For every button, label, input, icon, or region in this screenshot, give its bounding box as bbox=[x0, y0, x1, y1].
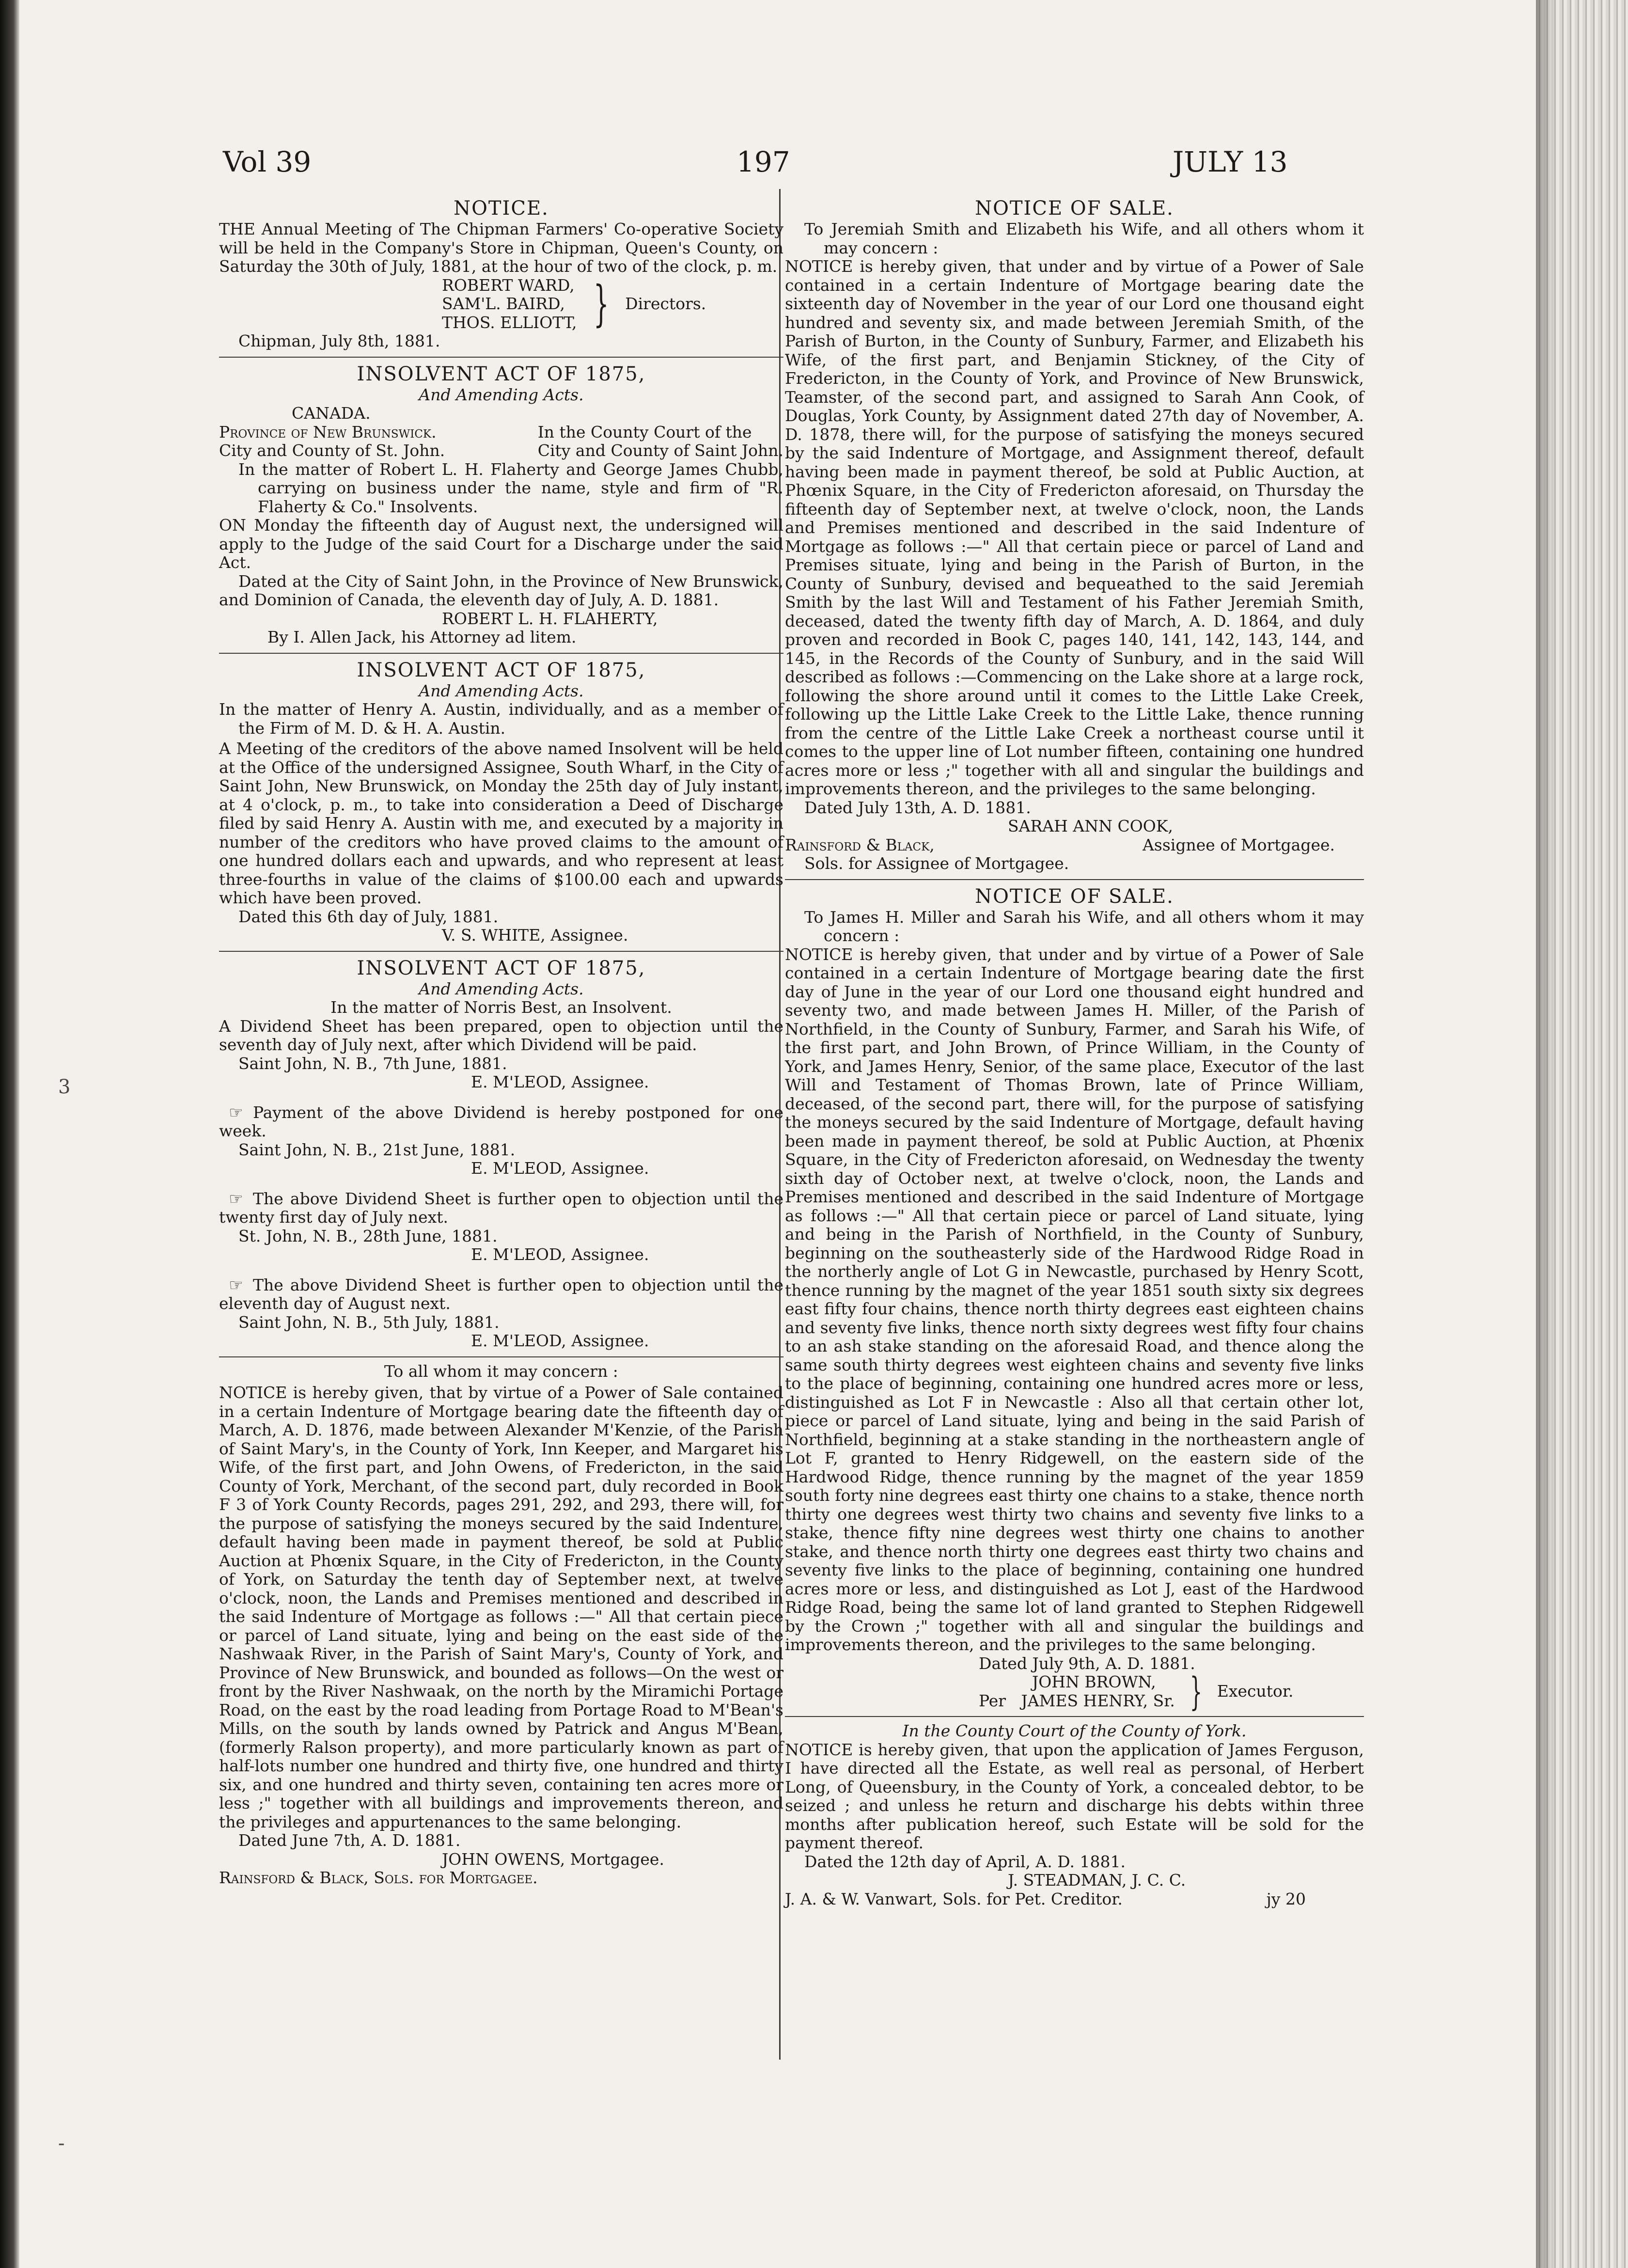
solicitors-line: J. A. & W. Vanwart, Sols. for Pet. Creditor. bbox=[785, 1889, 1123, 1908]
page-number: 197 bbox=[736, 145, 790, 178]
objection-note: The above Dividend Sheet is further open to objection until the eleventh day of August next. bbox=[219, 1275, 783, 1313]
left-column bbox=[219, 194, 783, 1888]
address-line: To James H. Miller and Sarah his Wife, and all others whom it may concern : bbox=[804, 907, 1364, 945]
signer: JOHN OWENS, Mortgagee. bbox=[442, 1849, 664, 1869]
dated-line: Dated the 12th day of April, A. D. 1881. bbox=[804, 1852, 1126, 1871]
section-rule bbox=[219, 357, 783, 358]
dated-line: Dated at the City of Saint John, in the Province of New Brunswick, and Dominion of Canada, the eleventh day of July, A. D. 1881. bbox=[219, 571, 783, 609]
signer: J. STEADMAN, J. C. C. bbox=[1008, 1871, 1186, 1890]
signer: E. M'LEOD, Assignee. bbox=[471, 1072, 649, 1091]
volume-label: Vol 39 bbox=[223, 145, 312, 178]
pointing-hand-icon: ☞ bbox=[229, 1102, 243, 1122]
newspaper-page bbox=[19, 0, 1536, 2268]
directors-block bbox=[442, 276, 783, 332]
notice-owens bbox=[219, 1362, 783, 1888]
director-name: THOS. ELLIOTT, bbox=[442, 313, 577, 332]
executor-name: JOHN BROWN, bbox=[1032, 1672, 1156, 1691]
margin-mark: 3 bbox=[58, 1076, 71, 1098]
issue-code: jy 20 bbox=[1266, 1889, 1306, 1908]
sale-miller bbox=[785, 885, 1364, 1714]
signer: ROBERT L. H. FLAHERTY, bbox=[442, 609, 658, 628]
dateline: Saint John, N. B., 5th July, 1881. bbox=[238, 1312, 500, 1332]
solicitors-line: Sols. for Assignee of Mortgagee. bbox=[804, 854, 1069, 873]
executor-name: JAMES HENRY, Sr. bbox=[1021, 1691, 1175, 1710]
dated-line: Dated July 9th, A. D. 1881. bbox=[979, 1654, 1195, 1673]
attorney-line: By I. Allen Jack, his Attorney ad litem. bbox=[267, 628, 577, 646]
court-line: In the County Court of the bbox=[537, 422, 752, 441]
section-rule bbox=[785, 879, 1364, 880]
section-rule bbox=[785, 1716, 1364, 1717]
section-rule bbox=[219, 951, 783, 952]
notice-body: ON Monday the fifteenth day of August next, the undersigned will apply to the Judge of the said Court for a Discharge under the said Act. bbox=[219, 516, 783, 572]
postponement-note: Payment of the above Dividend is hereby postponed for one week. bbox=[219, 1102, 783, 1140]
director-name: SAM'L. BAIRD, bbox=[442, 294, 565, 313]
court-line: City and County of Saint John. bbox=[537, 441, 783, 460]
court-caption bbox=[219, 423, 783, 460]
brace-glyph: } bbox=[1190, 1669, 1203, 1714]
solicitors-line: Rainsford & Black, Sols. for Mortgagee. bbox=[219, 1868, 538, 1887]
notice-body: NOTICE is hereby given, that by virtue of a Power of Sale contained in a certain Indenture of Mortgage bearing date the fifteenth day of March, A. D. 1876, made between Alexander M'Kenzie, of the Parish of Saint Mary's, in the County of York, Inn Keeper, and Margaret his Wife, of the first part, and John Owens, of Fredericton, in the said County of York, Merchant, of the second part, duly recorded in Book F 3 of York County Records, pages 291, 292, and 293, there will, for the purpose of satisfying the moneys secured by the said Indenture, default having been made in payment thereof, be sold at Public Auction at Phœnix Square, in the City of Fredericton, in the County of York, on Saturday the tenth day of September next, at twelve o'clock, noon, the Lands and Premises mentioned and described in the said Indenture of Mortgage as follows :—" All that certain piece or parcel of Land situate, lying and being on the east side of the Nashwaak River, in the Parish of Saint Mary's, County of York, and Province of New Brunswick, and bounded as follows—On the west or front by the River Nashwaak, on the north by the Miramichi Portage Road, on the east by the road leading from Portage Road to M'Bean's Mills, on the south by lands owned by Patrick and Angus M'Bean, (formerly Ralson property), and more particularly known as part of half-lots number one hundred and thirty five, one hundred and thirty six, and one hundred and thirty seven, containing ten acres more or less ;" together with all buildings and improvements thereon, and the privileges and appurtenances to the same belonging. bbox=[219, 1383, 783, 1831]
matter-line: In the matter of Norris Best, an Insolvent. bbox=[330, 998, 672, 1017]
margin-mark: - bbox=[58, 2132, 65, 2155]
right-column bbox=[785, 194, 1364, 1908]
notice-subtitle: And Amending Acts. bbox=[419, 385, 584, 404]
book-spine-shadow bbox=[0, 0, 19, 2268]
pointing-hand-icon: ☞ bbox=[229, 1189, 243, 1208]
directors-role: Directors. bbox=[625, 294, 706, 313]
signer: V. S. WHITE, Assignee. bbox=[442, 926, 628, 945]
city-line: City and County of St. John. bbox=[219, 441, 445, 460]
notice-chipman bbox=[219, 197, 783, 351]
notice-body: NOTICE is hereby given, that under and by virtue of a Power of Sale contained in a certain Indenture of Mortgage bearing date the sixteenth day of November in the year of our Lord one thousand eight hundred and seventy six, and made between Jeremiah Smith, of the Parish of Burton, in the County of Sunbury, Farmer, and Elizabeth his Wife, of the first part, and Benjamin Stickney, of the City of Fredericton, in the County of York, and Province of New Brunswick, Teamster, of the second part, and assigned to Sarah Ann Cook, of Douglas, York County, by Assignment dated 27th day of November, A. D. 1878, there will, for the purpose of satisfying the moneys secured by the said Indenture of Mortgage, and Assignment thereof, default having been made in payment thereof, be sold at Public Auction, at Phœnix Square, in the City of Fredericton aforesaid, on Thursday the fifteenth day of September next, at twelve o'clock, noon, the Lands and Premises mentioned and described in the said Indenture of Mortgage as follows :—" All that certain piece or parcel of Land and Premises situate, lying and being in the Parish of Burton, in the County of Sunbury, devised and bequeathed to the said Jeremiah Smith by the last Will and Testament of his Father Jeremiah Smith, deceased, dated the twenty fifth day of March, A. D. 1864, and duly proven and recorded in Book C, pages 140, 141, 142, 143, 144, and 145, in the Records of the County of Sunbury, and in the said Will described as follows :—Commencing on the Lake shore at a large rock, following the shore around until it comes to the Little Lake Creek, following up the Little Lake Creek to the Little Lake, thence running from the centre of the Little Lake Creek a northeast course until it comes to the upper line of Lot number fifteen, containing one hundred acres more or less ;" together with all and singular the buildings and improvements thereon, and the privileges to the same belonging. bbox=[785, 257, 1364, 798]
dated-line: Dated July 13th, A. D. 1881. bbox=[804, 798, 1031, 817]
executors-block bbox=[979, 1669, 1364, 1714]
notice-title: NOTICE OF SALE. bbox=[975, 197, 1174, 220]
director-name: ROBERT WARD, bbox=[442, 275, 575, 295]
dated-line: Dated this 6th day of July, 1881. bbox=[238, 907, 499, 926]
insolvent-austin bbox=[219, 659, 783, 945]
brace-glyph: } bbox=[593, 275, 609, 332]
insolvent-best bbox=[219, 957, 783, 1351]
issue-date: JULY 13 bbox=[1173, 145, 1288, 178]
signer: SARAH ANN COOK, bbox=[1008, 817, 1173, 835]
notice-body: A Dividend Sheet has been prepared, open to objection until the seventh day of July next, after which Dividend will be paid. bbox=[219, 1016, 783, 1054]
dateline: St. John, N. B., 28th June, 1881. bbox=[238, 1226, 498, 1245]
page-edge-shadow bbox=[1536, 0, 1555, 2268]
pointing-hand-icon: ☞ bbox=[229, 1275, 243, 1294]
notice-title: INSOLVENT ACT OF 1875, bbox=[357, 659, 646, 681]
notice-york-court bbox=[785, 1722, 1364, 1908]
salutation: To all whom it may concern : bbox=[384, 1361, 618, 1381]
section-rule bbox=[219, 1356, 783, 1357]
notice-title: INSOLVENT ACT OF 1875, bbox=[357, 362, 646, 385]
notice-title: NOTICE OF SALE. bbox=[975, 885, 1174, 908]
address-line: To Jeremiah Smith and Elizabeth his Wife, and all others whom it may concern : bbox=[804, 220, 1364, 257]
canada-label: CANADA. bbox=[292, 404, 371, 423]
signer: E. M'LEOD, Assignee. bbox=[471, 1159, 649, 1178]
signer: E. M'LEOD, Assignee. bbox=[471, 1331, 649, 1350]
objection-note: The above Dividend Sheet is further open to objection until the twenty first day of July next. bbox=[219, 1189, 783, 1227]
dateline: Saint John, N. B., 7th June, 1881. bbox=[238, 1054, 507, 1073]
sale-smith bbox=[785, 197, 1364, 873]
section-rule bbox=[219, 653, 783, 654]
notice-body: NOTICE is hereby given, that under and by virtue of a Power of Sale contained in a certain Indenture of Mortgage bearing date the first day of June in the year of our Lord one thousand eight hundred and seventy two, and made between James H. Miller, of the Parish of Northfield, in the County of Sunbury, Farmer, and Sarah his Wife, of the first part, and John Brown, of Prince William, in the County of York, and James Henry, Senior, of the same place, Executor of the last Will and Testament of Thomas Brown, late of Prince William, deceased, of the second part, there will, for the purpose of satisfying the moneys secured by the said Indenture of Mortgage, default having been made in payment thereof, be sold at Public Auction, at Phœnix Square, in the City of Fredericton aforesaid, on Wednesday the twenty sixth day of October next, at twelve o'clock, noon, the Lands and Premises mentioned and described in the said Indenture of Mortgage as follows :—" All that certain piece or parcel of Land situate, lying and being in the Parish of Northfield, in the County of Sunbury, beginning on the southeasterly side of the Hardwood Ridge Road in the northerly angle of Lot G in Newcastle, purchased by Henry Scott, thence running by the magnet of the year 1851 south sixty six degrees east fifty four chains, thence north thirty degrees east eighteen chains and seventy five links, thence north sixty degrees west fifty four chains to an ash stake standing on the aforesaid Road, and thence along the same south thirty degrees west eighteen chains and seventy five links to the place of beginning, containing one hundred acres more or less, distinguished as Lot F in Newcastle : Also all that certain other lot, piece or parcel of Land situate, lying and being in the said Parish of Northfield, beginning at a stake standing in the northeastern angle of Lot F, granted to Henry Ridgewell, on the eastern side of the Hardwood Ridge, thence running by the magnet of the year 1859 south forty nine degrees east thirty one chains to a stake, thence north thirty one degrees west thirty two chains and seventy five links to a stake, thence fifty nine degrees west thirty one chains to another stake, and thence north thirty one degrees east thirty two chains and seventy five links to the place of beginning, containing one hundred acres more or less, and distinguished as Lot J, east of the Hardwood Ridge Road, being the same lot of land granted to Stephen Ridgewell by the Crown ;" together with all and singular the buildings and improvements thereon, and the privileges to the same belonging. bbox=[785, 945, 1364, 1654]
per-label: Per bbox=[979, 1691, 1006, 1710]
dateline: Chipman, July 8th, 1881. bbox=[238, 331, 440, 350]
notice-title: NOTICE. bbox=[454, 197, 549, 220]
executor-role: Executor. bbox=[1217, 1682, 1294, 1701]
notice-subtitle: And Amending Acts. bbox=[419, 681, 584, 700]
signer: E. M'LEOD, Assignee. bbox=[471, 1245, 649, 1264]
dateline: Saint John, N. B., 21st June, 1881. bbox=[238, 1140, 516, 1159]
dated-line: Dated June 7th, A. D. 1881. bbox=[238, 1831, 461, 1850]
notice-title: INSOLVENT ACT OF 1875, bbox=[357, 957, 646, 979]
insolvent-flaherty bbox=[219, 362, 783, 647]
province-line: Province of New Brunswick. bbox=[219, 422, 437, 441]
notice-title: In the County Court of the County of York. bbox=[902, 1721, 1247, 1740]
notice-subtitle: And Amending Acts. bbox=[419, 979, 584, 998]
solicitors-line: Rainsford & Black, bbox=[785, 835, 935, 854]
notice-body: NOTICE is hereby given, that upon the application of James Ferguson, I have directed all the Estate, as well real as personal, of Herbert Long, of Queensbury, in the County of York, a concealed debtor, to be seized ; and unless he return and discharge his debts within three months after publication hereof, such Estate will be sold for the payment thereof. bbox=[785, 1740, 1364, 1852]
notice-body: A Meeting of the creditors of the above named Insolvent will be held at the Office of the undersigned Assignee, South Wharf, in the City of Saint John, New Brunswick, on Monday the 25th day of July instant, at 4 o'clock, p. m., to take into consideration a Deed of Discharge filed by said Henry A. Austin with me, and executed by a majority in number of the creditors who have proved claims to the amount of one hundred dollars each and upwards, and who represent at least three-fourths in value of the claims of $100.00 each and upwards which have been proved. bbox=[219, 739, 783, 907]
signer-role: Assignee of Mortgagee. bbox=[1143, 835, 1335, 854]
matter-line: In the matter of Robert L. H. Flaherty and George James Chubb, carrying on business under the name, style and firm of "R. Flaherty & Co." Insolvents. bbox=[238, 459, 783, 516]
notice-body: THE Annual Meeting of The Chipman Farmers' Co-operative Society will be held in the Company's Store in Chipman, Queen's County, on Saturday the 30th of July, 1881, at the hour of two of the clock, p. m. bbox=[219, 220, 783, 276]
matter-line: In the matter of Henry A. Austin, individually, and as a member of the Firm of M. D. & H. A. Austin. bbox=[219, 700, 783, 738]
